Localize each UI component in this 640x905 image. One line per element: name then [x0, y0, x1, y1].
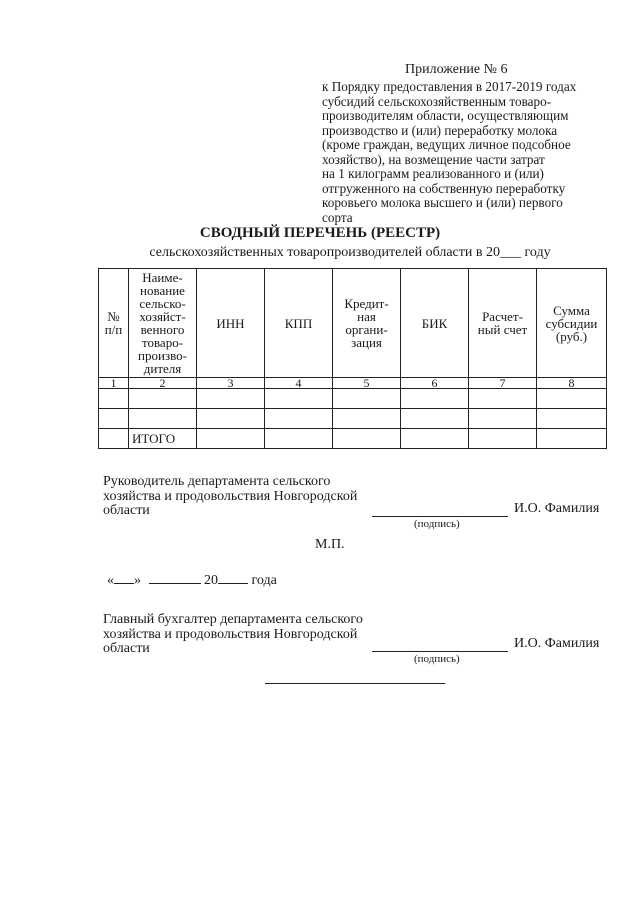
head-position — [103, 475, 357, 519]
registry-table — [98, 268, 607, 449]
column-number: 5 — [333, 378, 401, 389]
appendix-line: коровьего молока высшего и (или) первого — [322, 195, 563, 210]
date-year-suffix: года — [251, 573, 277, 588]
accountant-signature-line — [372, 651, 508, 652]
head-position-line: области — [103, 503, 150, 518]
header-line: КПП — [284, 315, 313, 331]
table-cell — [537, 409, 607, 429]
total-row — [99, 429, 607, 449]
header-line: субсидии — [545, 315, 598, 331]
header-line: венного — [140, 322, 185, 337]
table-cell — [197, 429, 265, 449]
date-month-blank — [149, 583, 201, 584]
table-cell — [265, 429, 333, 449]
head-signature-caption: (подпись) — [414, 518, 460, 530]
date-year-prefix: 20 — [204, 573, 218, 588]
header-line: Расчет- — [482, 309, 523, 324]
table-cell — [99, 389, 129, 409]
head-position-line: хозяйства и продовольствия Новгородской — [103, 488, 358, 504]
date-line — [107, 574, 277, 589]
header-line: ная — [357, 309, 376, 324]
header-kpp — [265, 269, 333, 378]
header-line: БИК — [421, 315, 448, 331]
header-line: нование — [140, 283, 185, 298]
appendix-line: сорта — [322, 209, 353, 225]
table-cell — [265, 389, 333, 409]
column-number: 7 — [469, 378, 537, 389]
column-number: 8 — [537, 378, 607, 389]
table-cell — [333, 409, 401, 429]
table-cell — [99, 429, 129, 449]
total-label: ИТОГО — [129, 429, 197, 449]
accountant-signature-caption: (подпись) — [414, 653, 460, 665]
date-open-quote: « — [107, 573, 114, 588]
column-number: 4 — [265, 378, 333, 389]
header-line: сельско- — [139, 296, 186, 311]
appendix-line: хозяйство), на возмещение части затрат — [322, 151, 545, 167]
document-title: СВОДНЫЙ ПЕРЕЧЕНЬ (РЕЕСТР) — [199, 225, 441, 241]
table-row — [99, 409, 607, 429]
seal-mark: М.П. — [315, 537, 345, 552]
header-line: Сумма — [553, 302, 590, 318]
header-line: ИНН — [216, 315, 245, 331]
table-cell — [469, 409, 537, 429]
head-signature-line — [372, 516, 508, 517]
table-cell — [265, 409, 333, 429]
appendix-description — [322, 80, 622, 225]
header-line: Кредит- — [344, 296, 389, 311]
header-line: ный счет — [477, 322, 528, 337]
table-cell — [469, 429, 537, 449]
table-cell — [401, 409, 469, 429]
header-inn — [197, 269, 265, 378]
date-year-blank — [218, 583, 248, 584]
column-number: 2 — [129, 378, 197, 389]
date-close-quote: » — [134, 573, 141, 588]
header-account — [469, 269, 537, 378]
head-name: И.О. Фамилия — [514, 501, 600, 516]
table-cell — [333, 389, 401, 409]
appendix-line: к Порядку предоставления в 2017-2019 годах — [322, 79, 577, 94]
table-cell — [129, 409, 197, 429]
header-line: (руб.) — [555, 328, 588, 344]
column-number: 6 — [401, 378, 469, 389]
header-line: органи- — [345, 322, 388, 337]
appendix-title: Приложение № 6 — [405, 62, 508, 77]
accountant-position-line: области — [103, 641, 150, 656]
column-number: 3 — [197, 378, 265, 389]
column-numbers-row — [99, 378, 607, 389]
column-number: 1 — [99, 378, 129, 389]
accountant-position — [103, 613, 363, 657]
header-number — [99, 269, 129, 378]
table-cell — [99, 409, 129, 429]
accountant-position-line: Главный бухгалтер департамента сельского — [103, 612, 363, 627]
date-day-blank — [114, 583, 134, 584]
table-cell — [197, 409, 265, 429]
header-credit-organization — [333, 269, 401, 378]
head-position-line: Руководитель департамента сельского — [103, 474, 331, 489]
appendix-line: субсидий сельскохозяйственным товаро- — [322, 93, 552, 109]
header-subsidy-amount — [537, 269, 607, 378]
accountant-position-line: хозяйства и продовольствия Новгородской — [103, 626, 358, 642]
appendix-line: на 1 килограмм реализованного и (или) — [322, 166, 544, 181]
header-bik — [401, 269, 469, 378]
table-header-row — [99, 269, 607, 378]
header-line: произво- — [138, 348, 187, 363]
appendix-line: отгруженного на собственную переработку — [322, 180, 566, 196]
document-subtitle: сельскохозяйственных товаропроизводителей области в 20___ году — [149, 245, 551, 260]
appendix-line: производство и (или) переработку молока — [322, 122, 558, 138]
header-line: № — [107, 309, 120, 324]
header-line: п/п — [104, 322, 123, 337]
accountant-name: И.О. Фамилия — [514, 636, 600, 651]
table-row — [99, 389, 607, 409]
appendix-line: (кроме граждан, ведущих личное подсобное — [322, 137, 571, 152]
bottom-divider — [265, 683, 445, 684]
table-cell — [537, 389, 607, 409]
header-line: зация — [351, 335, 382, 350]
header-line: хозяйст- — [139, 309, 186, 324]
table-cell — [197, 389, 265, 409]
header-line: дителя — [143, 361, 182, 376]
table-cell — [469, 389, 537, 409]
header-producer-name — [129, 269, 197, 378]
table-cell — [537, 429, 607, 449]
table-cell — [401, 429, 469, 449]
table-cell — [129, 389, 197, 409]
appendix-line: производителям области, осуществляющим — [322, 108, 569, 123]
header-line: Наиме- — [142, 270, 183, 285]
table-cell — [333, 429, 401, 449]
table-cell — [401, 389, 469, 409]
header-line: товаро- — [141, 335, 184, 350]
